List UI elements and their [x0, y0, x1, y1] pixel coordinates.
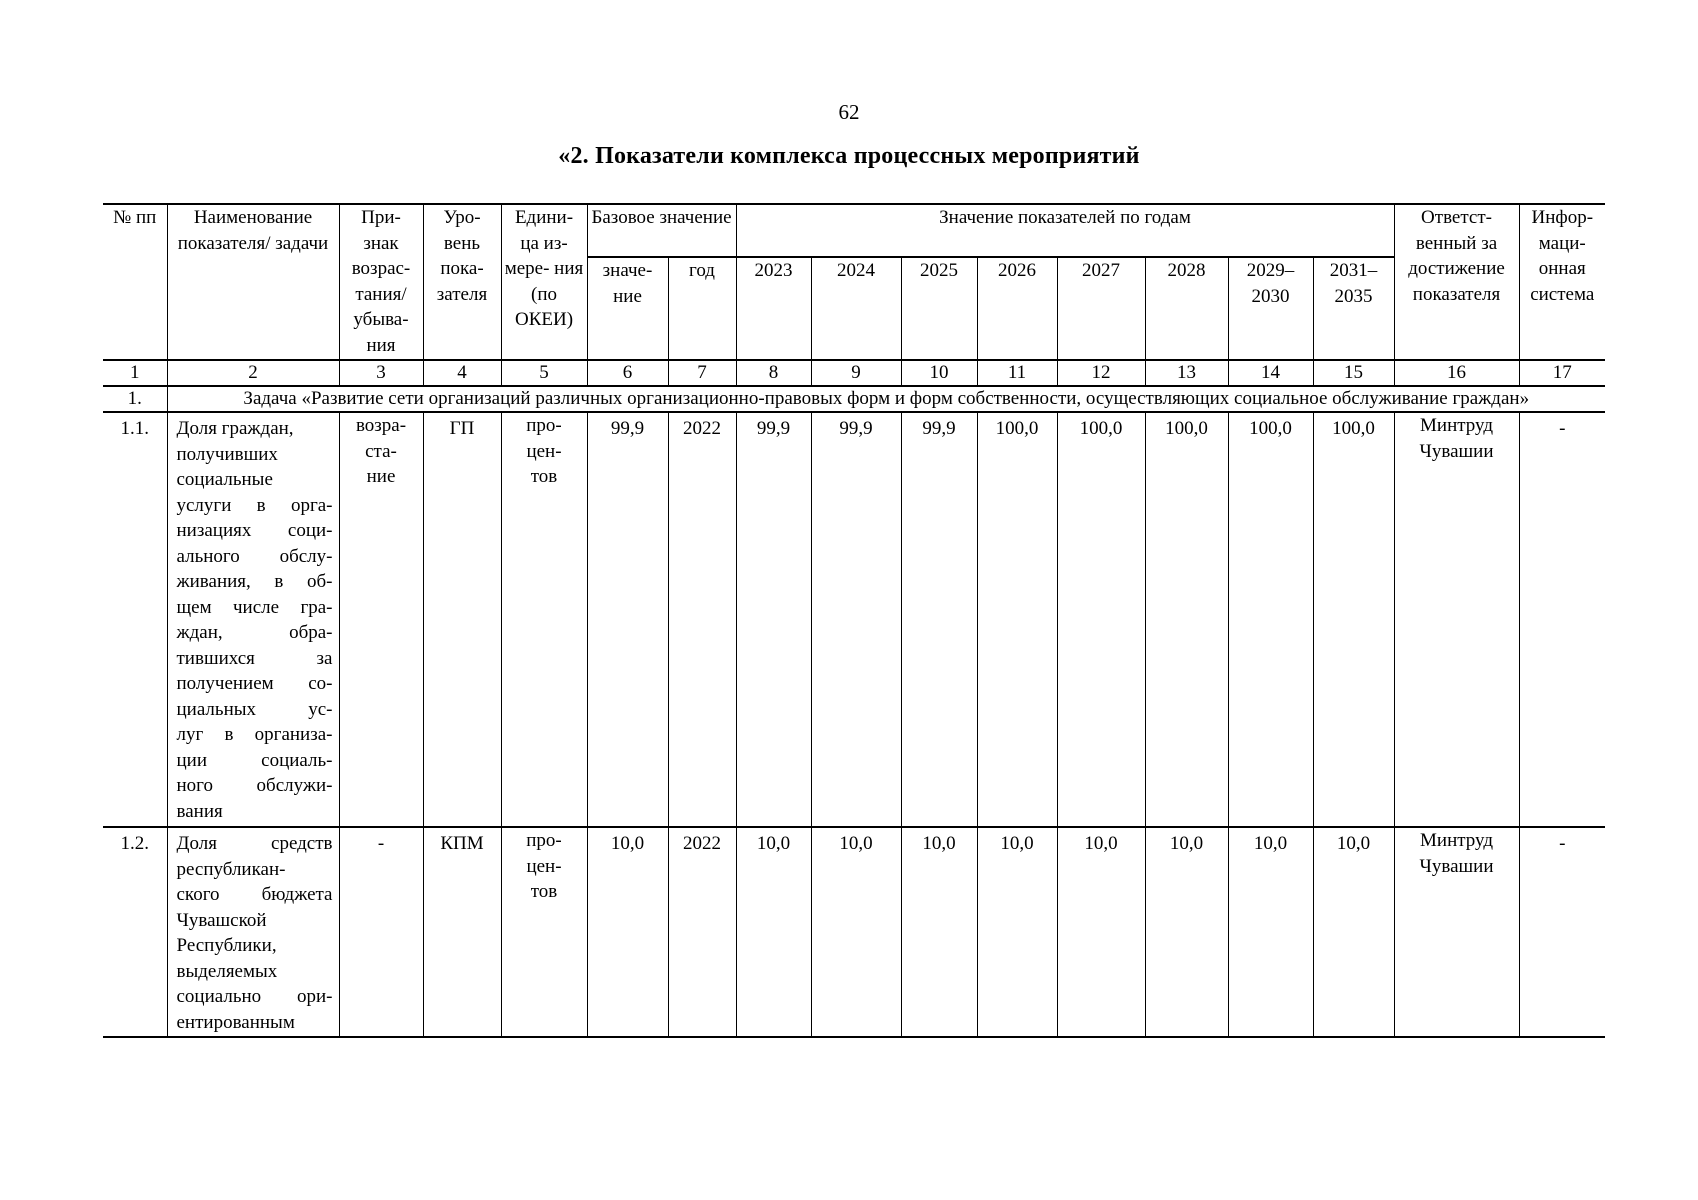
responsible: Минтруд Чувашии: [1394, 827, 1519, 1037]
indicator-name-line: получивших: [176, 443, 278, 465]
growth-sign: -: [339, 827, 423, 1037]
header-year: 2026: [977, 257, 1057, 360]
unit: про- цен- тов: [501, 412, 587, 827]
header-responsible: Ответст- венный за достижение показателя: [1394, 204, 1519, 360]
header-sign: При- знак возрас- тания/ убыва- ния: [339, 204, 423, 360]
indicator-name-line: ждан, обра-: [176, 622, 333, 643]
header-year: 2027: [1057, 257, 1145, 360]
base-value: 10,0: [587, 827, 668, 1037]
indicator-name-line: социальные: [176, 469, 273, 490]
year-value: 99,9: [736, 412, 811, 827]
indicator-name: [167, 827, 339, 1037]
info-system: -: [1519, 827, 1605, 1037]
table-header-row: [103, 204, 1605, 257]
column-number: 15: [1313, 360, 1394, 386]
indicators-table: [103, 203, 1605, 1038]
indicator-name-line: луг в организа-: [176, 724, 333, 745]
base-year: 2022: [668, 412, 736, 827]
growth-sign: возра- ста- ние: [339, 412, 423, 827]
column-number: 8: [736, 360, 811, 386]
year-value: 10,0: [1313, 827, 1394, 1037]
indicator-name-line: Чувашской: [176, 909, 267, 931]
header-base-value: значе- ние: [587, 257, 668, 360]
page-number: 62: [838, 100, 860, 124]
header-year: 2031– 2035: [1313, 257, 1394, 360]
year-value: 10,0: [1057, 827, 1145, 1037]
indicator-name-line: циальных ус-: [176, 698, 333, 720]
table-row: [103, 412, 1605, 827]
column-number: 9: [811, 360, 901, 386]
header-info-system: Инфор- маци- онная система: [1519, 204, 1605, 360]
indicator-name-line: живания, в об-: [176, 571, 333, 592]
base-value: 99,9: [587, 412, 668, 827]
indicator-name: [167, 412, 339, 827]
header-base-year: год: [668, 257, 736, 360]
indicator-name-line: Доля граждан,: [176, 418, 294, 439]
header-year: 2023: [736, 257, 811, 360]
column-number: 7: [668, 360, 736, 386]
column-number: 13: [1145, 360, 1228, 386]
header-base: Базовое значение: [587, 204, 736, 257]
indicator-name-line: щем числе гра-: [176, 596, 333, 618]
column-number: 17: [1519, 360, 1605, 386]
column-number: 4: [423, 360, 501, 386]
indicator-name-line: услуги в орга-: [176, 494, 333, 516]
indicator-level: КПМ: [423, 827, 501, 1037]
indicator-name-line: вания: [176, 800, 223, 822]
indicator-level: ГП: [423, 412, 501, 827]
indicator-name-line: ентированным: [176, 1011, 295, 1033]
info-system: -: [1519, 412, 1605, 827]
column-number-row: [103, 360, 1605, 386]
indicator-name-line: тившихся за: [176, 647, 333, 669]
header-unit: Едини- ца из- мере- ния (по ОКЕИ): [501, 204, 587, 360]
indicator-name-line: Республики,: [176, 935, 277, 956]
column-number: 3: [339, 360, 423, 386]
table-row: [103, 827, 1605, 1037]
column-number: 12: [1057, 360, 1145, 386]
header-name: Наименование показателя/ задачи: [167, 204, 339, 360]
column-number: 5: [501, 360, 587, 386]
task-row: [103, 386, 1605, 412]
header-year: 2029– 2030: [1228, 257, 1313, 360]
document-title: «2. Показатели комплекса процессных мероприятий: [558, 143, 1140, 169]
year-value: 99,9: [901, 412, 977, 827]
column-number: 14: [1228, 360, 1313, 386]
header-years: Значение показателей по годам: [736, 204, 1394, 257]
year-value: 100,0: [1057, 412, 1145, 827]
row-number: 1.2.: [103, 827, 167, 1037]
column-number: 6: [587, 360, 668, 386]
column-number: 1: [103, 360, 167, 386]
indicator-name-line: получением со-: [176, 673, 333, 694]
indicator-name-line: ного обслужи-: [176, 775, 333, 796]
year-value: 10,0: [1228, 827, 1313, 1037]
indicator-name-line: республикан-: [176, 858, 286, 880]
year-value: 10,0: [977, 827, 1057, 1037]
year-value: 99,9: [811, 412, 901, 827]
column-number: 16: [1394, 360, 1519, 386]
header-year: 2028: [1145, 257, 1228, 360]
year-value: 10,0: [736, 827, 811, 1037]
header-level: Уро- вень пока- зателя: [423, 204, 501, 360]
row-number: 1.1.: [103, 412, 167, 827]
column-number: 11: [977, 360, 1057, 386]
column-number: 2: [167, 360, 339, 386]
indicator-name-line: выделяемых: [176, 960, 278, 982]
header-num: № пп: [103, 204, 167, 360]
year-value: 10,0: [811, 827, 901, 1037]
column-number: 10: [901, 360, 977, 386]
year-value: 100,0: [1145, 412, 1228, 827]
responsible: Минтруд Чувашии: [1394, 412, 1519, 827]
indicator-name-line: Доля средств: [176, 833, 333, 854]
year-value: 100,0: [977, 412, 1057, 827]
year-value: 10,0: [901, 827, 977, 1037]
year-value: 10,0: [1145, 827, 1228, 1037]
task-number: 1.: [103, 386, 167, 412]
indicator-name-line: низациях соци-: [176, 520, 333, 541]
task-text: Задача «Развитие сети организаций различных организационно-правовых форм и форм собственности, осуществляющих социальное обслуживание граждан»: [167, 386, 1605, 412]
indicator-name-line: ального обслу-: [176, 545, 333, 567]
indicator-name-line: социально ори-: [176, 986, 333, 1007]
unit: про- цен- тов: [501, 827, 587, 1037]
year-value: 100,0: [1228, 412, 1313, 827]
indicator-name-line: ции социаль-: [176, 749, 333, 771]
year-value: 100,0: [1313, 412, 1394, 827]
header-year: 2024: [811, 257, 901, 360]
base-year: 2022: [668, 827, 736, 1037]
header-year: 2025: [901, 257, 977, 360]
indicator-name-line: ского бюджета: [176, 884, 333, 905]
